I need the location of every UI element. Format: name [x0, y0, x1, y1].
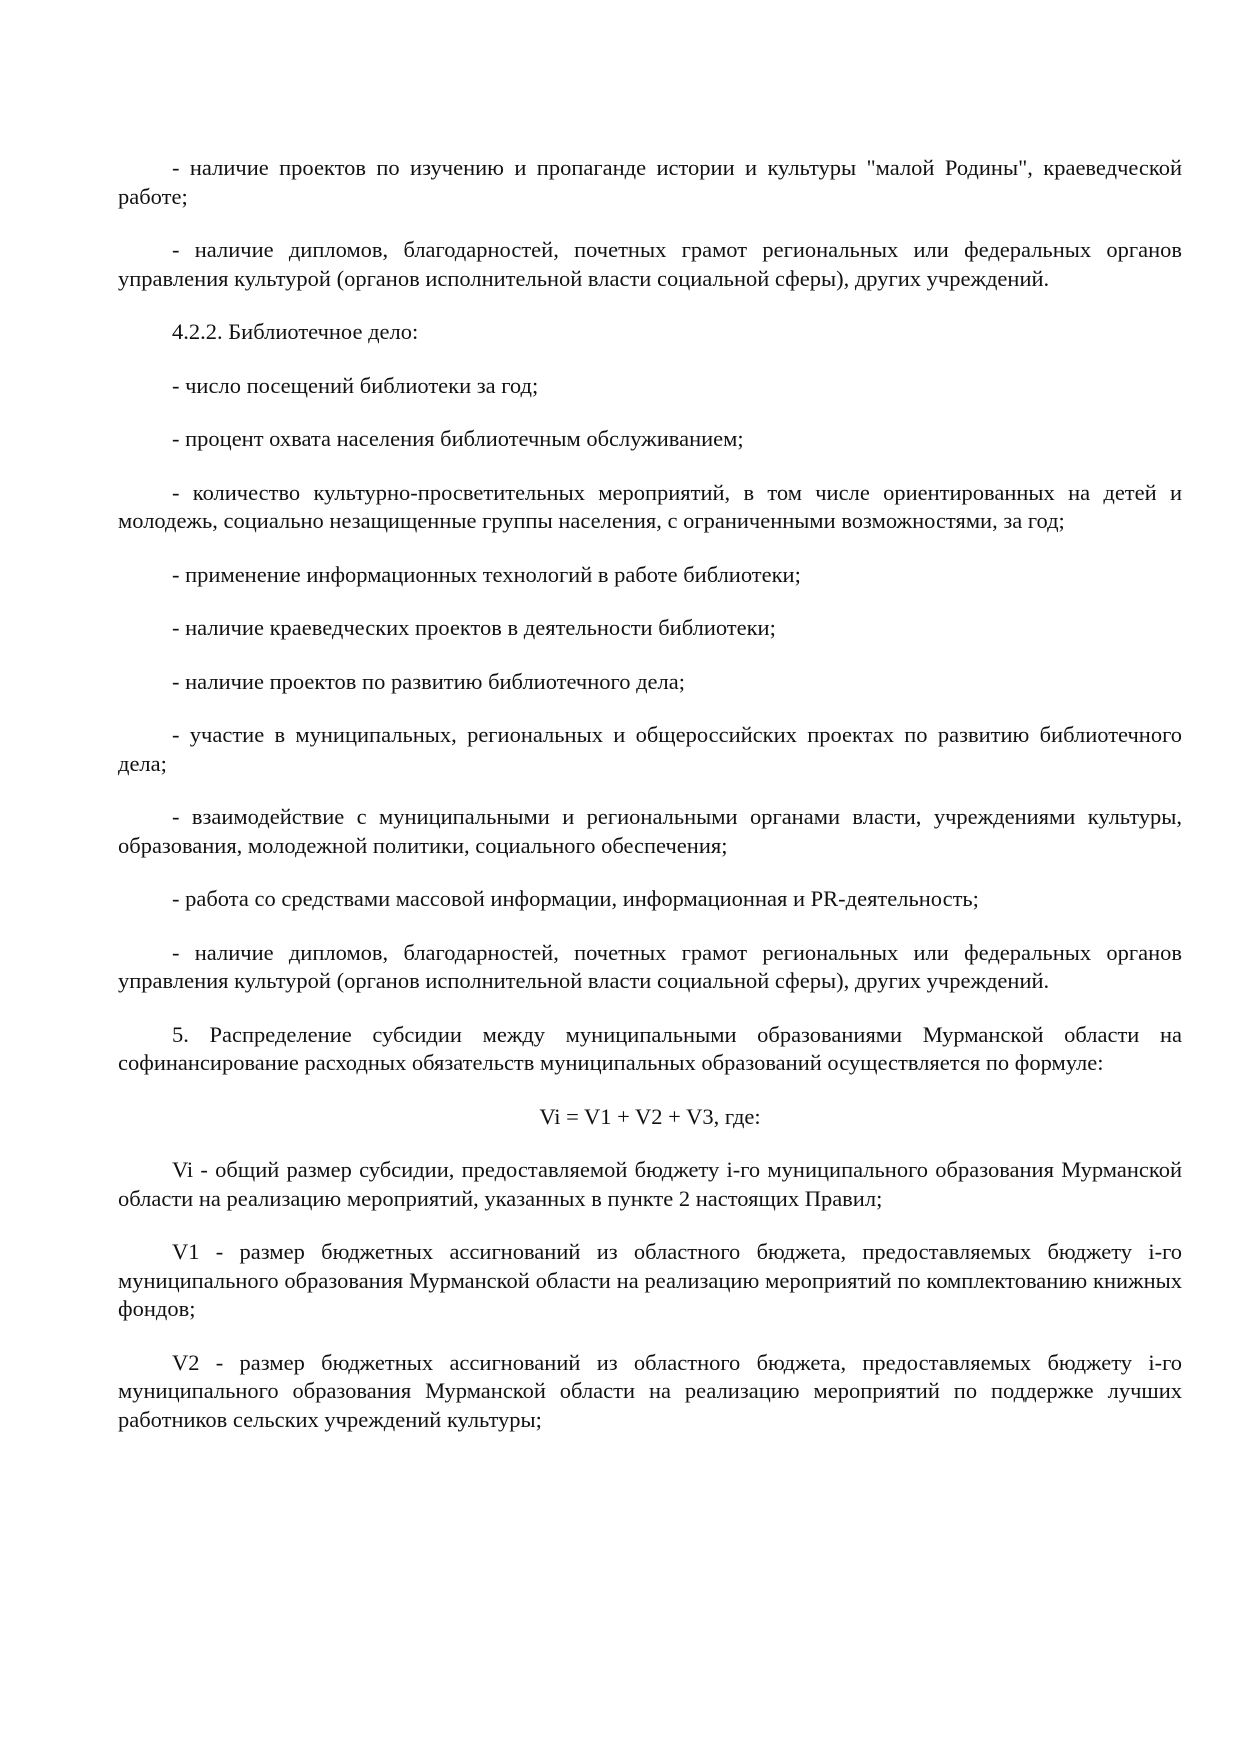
paragraph-local-history-projects: - наличие проектов по изучению и пропаганде истории и культуры "малой Родины", краеведческой работе;	[118, 155, 1182, 209]
definition-v2: V2 - размер бюджетных ассигнований из областного бюджета, предоставляемых бюджету i-го муниципального образования Мурманской области на реализацию мероприятий по поддержке лучших работников сельских учреждений культуры;	[118, 1349, 1182, 1432]
document-body	[118, 154, 1182, 1459]
definition-v1: V1 - размер бюджетных ассигнований из областного бюджета, предоставляемых бюджету i-го муниципального образования Мурманской области на реализацию мероприятий по комплектованию книжных фондов;	[118, 1239, 1182, 1321]
paragraph-subsidy-distribution: 5. Распределение субсидии между муниципальными образованиями Мурманской области на софинансирование расходных обязательств муниципальных образований осуществляется по формуле:	[118, 1021, 1182, 1075]
paragraph-media-pr: - работа со средствами массовой информации, информационная и PR-деятельность;	[172, 886, 979, 911]
paragraph-cultural-events: - количество культурно-просветительных мероприятий, в том числе ориентированных на детей и молодежь, социально незащищенные группы населения, с ограниченными возможностями, за год;	[118, 479, 1182, 533]
subsidy-formula: Vi = V1 + V2 + V3, где:	[539, 1103, 761, 1129]
paragraph-library-diplomas: - наличие дипломов, благодарностей, почетных грамот региональных или федеральных органов управления культурой (органов исполнительной власти социальной сферы), других учреждений.	[118, 939, 1182, 993]
paragraph-local-lore-projects: - наличие краеведческих проектов в деятельности библиотеки;	[172, 615, 776, 640]
paragraph-population-coverage: - процент охвата населения библиотечным обслуживанием;	[172, 426, 744, 451]
paragraph-information-technologies: - применение информационных технологий в работе библиотеки;	[172, 561, 801, 587]
definition-vi: Vi - общий размер субсидии, предоставляемой бюджету i-го муниципального образования Мурманской области на реализацию мероприятий, указанных в пункте 2 настоящих Правил;	[118, 1157, 1182, 1211]
paragraph-interaction-authorities: - взаимодействие с муниципальными и региональными органами власти, учреждениями культуры, образования, молодежной политики, социального обеспечения;	[118, 804, 1182, 858]
paragraph-library-visits: - число посещений библиотеки за год;	[172, 372, 539, 398]
paragraph-participation-projects: - участие в муниципальных, региональных и общероссийских проектах по развитию библиотечного дела;	[118, 722, 1182, 776]
paragraph-diplomas-awards: - наличие дипломов, благодарностей, почетных грамот региональных или федеральных органов управления культурой (органов исполнительной власти социальной сферы), других учреждений.	[118, 237, 1182, 291]
paragraph-library-development-projects: - наличие проектов по развитию библиотечного дела;	[172, 668, 685, 694]
section-heading-library: 4.2.2. Библиотечное дело:	[172, 319, 419, 344]
